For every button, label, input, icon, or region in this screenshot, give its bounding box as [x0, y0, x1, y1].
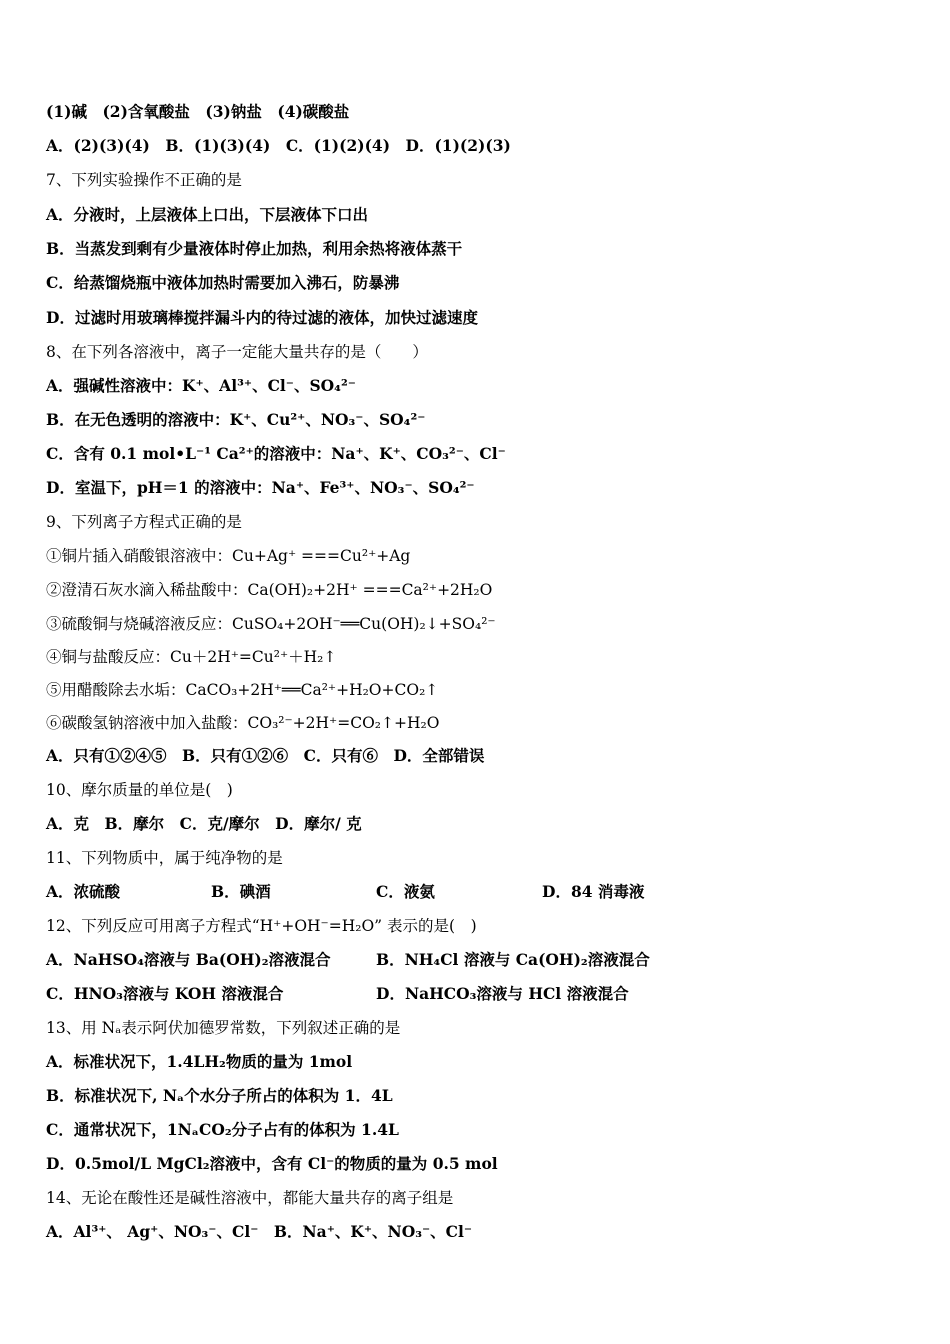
q14-options: A．Al³⁺、 Ag⁺、NO₃⁻、Cl⁻ B．Na⁺、K⁺、NO₃⁻、Cl⁻ [46, 1222, 473, 1241]
q9-item-3: ③硫酸铜与烧碱溶液反应：CuSO₄+2OH⁻══Cu(OH)₂↓+SO₄²⁻ [46, 615, 496, 633]
q11-option-b: B．碘酒 [211, 882, 271, 901]
q12-stem: 12、下列反应可用离子方程式“H⁺+OH⁻=H₂O” 表示的是( ) [46, 917, 477, 935]
q8-option-b: B．在无色透明的溶液中：K⁺、Cu²⁺、NO₃⁻、SO₄²⁻ [46, 410, 426, 429]
q10-stem: 10、摩尔质量的单位是( ) [46, 781, 233, 799]
q8-stem: 8、在下列各溶液中，离子一定能大量共存的是（ ） [46, 343, 428, 361]
q9-item-5: ⑤用醋酸除去水垢：CaCO₃+2H⁺══Ca²⁺+H₂O+CO₂↑ [46, 681, 439, 699]
q13-option-b: B．标准状况下, Nₐ个水分子所占的体积为 1．4L [46, 1086, 393, 1105]
q10-options: A．克 B．摩尔 C．克/摩尔 D．摩尔/ 克 [46, 814, 362, 833]
q7-option-b: B．当蒸发到剩有少量液体时停止加热，利用余热将液体蒸干 [46, 239, 463, 258]
q7-option-a: A．分液时，上层液体上口出，下层液体下口出 [46, 205, 369, 224]
q11-option-a: A．浓硫酸 [46, 882, 121, 901]
q9-item-1: ①铜片插入硝酸银溶液中：Cu+Ag⁺ ===Cu²⁺+Ag [46, 547, 411, 565]
q12-option-c: C．HNO₃溶液与 KOH 溶液混合 [46, 984, 284, 1003]
q12-option-d: D．NaHCO₃溶液与 HCl 溶液混合 [376, 984, 629, 1003]
q13-stem: 13、用 Nₐ表示阿伏加德罗常数，下列叙述正确的是 [46, 1019, 401, 1037]
q9-item-6: ⑥碳酸氢钠溶液中加入盐酸：CO₃²⁻+2H⁺=CO₂↑+H₂O [46, 714, 440, 732]
q13-option-a: A．标准状况下，1.4LH₂物质的量为 1mol [46, 1052, 353, 1071]
q13-option-d: D．0.5mol/L MgCl₂溶液中，含有 Cl⁻的物质的量为 0.5 mol [46, 1154, 498, 1173]
q12-option-b: B．NH₄Cl 溶液与 Ca(OH)₂溶液混合 [376, 950, 650, 969]
q7-option-d: D．过滤时用玻璃棒搅拌漏斗内的待过滤的液体，加快过滤速度 [46, 308, 478, 327]
q9-options: A．只有①②④⑤ B．只有①②⑥ C．只有⑥ D．全部错误 [46, 746, 485, 765]
q9-item-2: ②澄清石灰水滴入稀盐酸中：Ca(OH)₂+2H⁺ ===Ca²⁺+2H₂O [46, 581, 493, 599]
q9-stem: 9、下列离子方程式正确的是 [46, 513, 242, 531]
q12-option-a: A．NaHSO₄溶液与 Ba(OH)₂溶液混合 [46, 950, 331, 969]
q11-option-c: C．液氨 [376, 882, 435, 901]
q7-stem: 7、下列实验操作不正确的是 [46, 171, 242, 189]
q8-option-d: D．室温下，pH＝1 的溶液中：Na⁺、Fe³⁺、NO₃⁻、SO₄²⁻ [46, 478, 475, 497]
q11-option-d: D．84 消毒液 [542, 882, 645, 901]
q6-options: A．(2)(3)(4) B．(1)(3)(4) C．(1)(2)(4) D．(1)(2)(3) [46, 136, 511, 155]
q14-stem: 14、无论在酸性还是碱性溶液中，都能大量共存的离子组是 [46, 1189, 454, 1207]
q8-option-c: C．含有 0.1 mol•L⁻¹ Ca²⁺的溶液中：Na⁺、K⁺、CO₃²⁻、Cl⁻ [46, 444, 506, 463]
q7-option-c: C．给蒸馏烧瓶中液体加热时需要加入沸石，防暴沸 [46, 273, 400, 292]
q9-item-4: ④铜与盐酸反应：Cu＋2H⁺=Cu²⁺＋H₂↑ [46, 648, 337, 666]
q8-option-a: A．强碱性溶液中：K⁺、Al³⁺、Cl⁻、SO₄²⁻ [46, 376, 356, 395]
q6-items: (1)碱 (2)含氧酸盐 (3)钠盐 (4)碳酸盐 [46, 102, 350, 121]
q11-stem: 11、下列物质中，属于纯净物的是 [46, 849, 283, 867]
q13-option-c: C．通常状况下，1NₐCO₂分子占有的体积为 1.4L [46, 1120, 399, 1139]
